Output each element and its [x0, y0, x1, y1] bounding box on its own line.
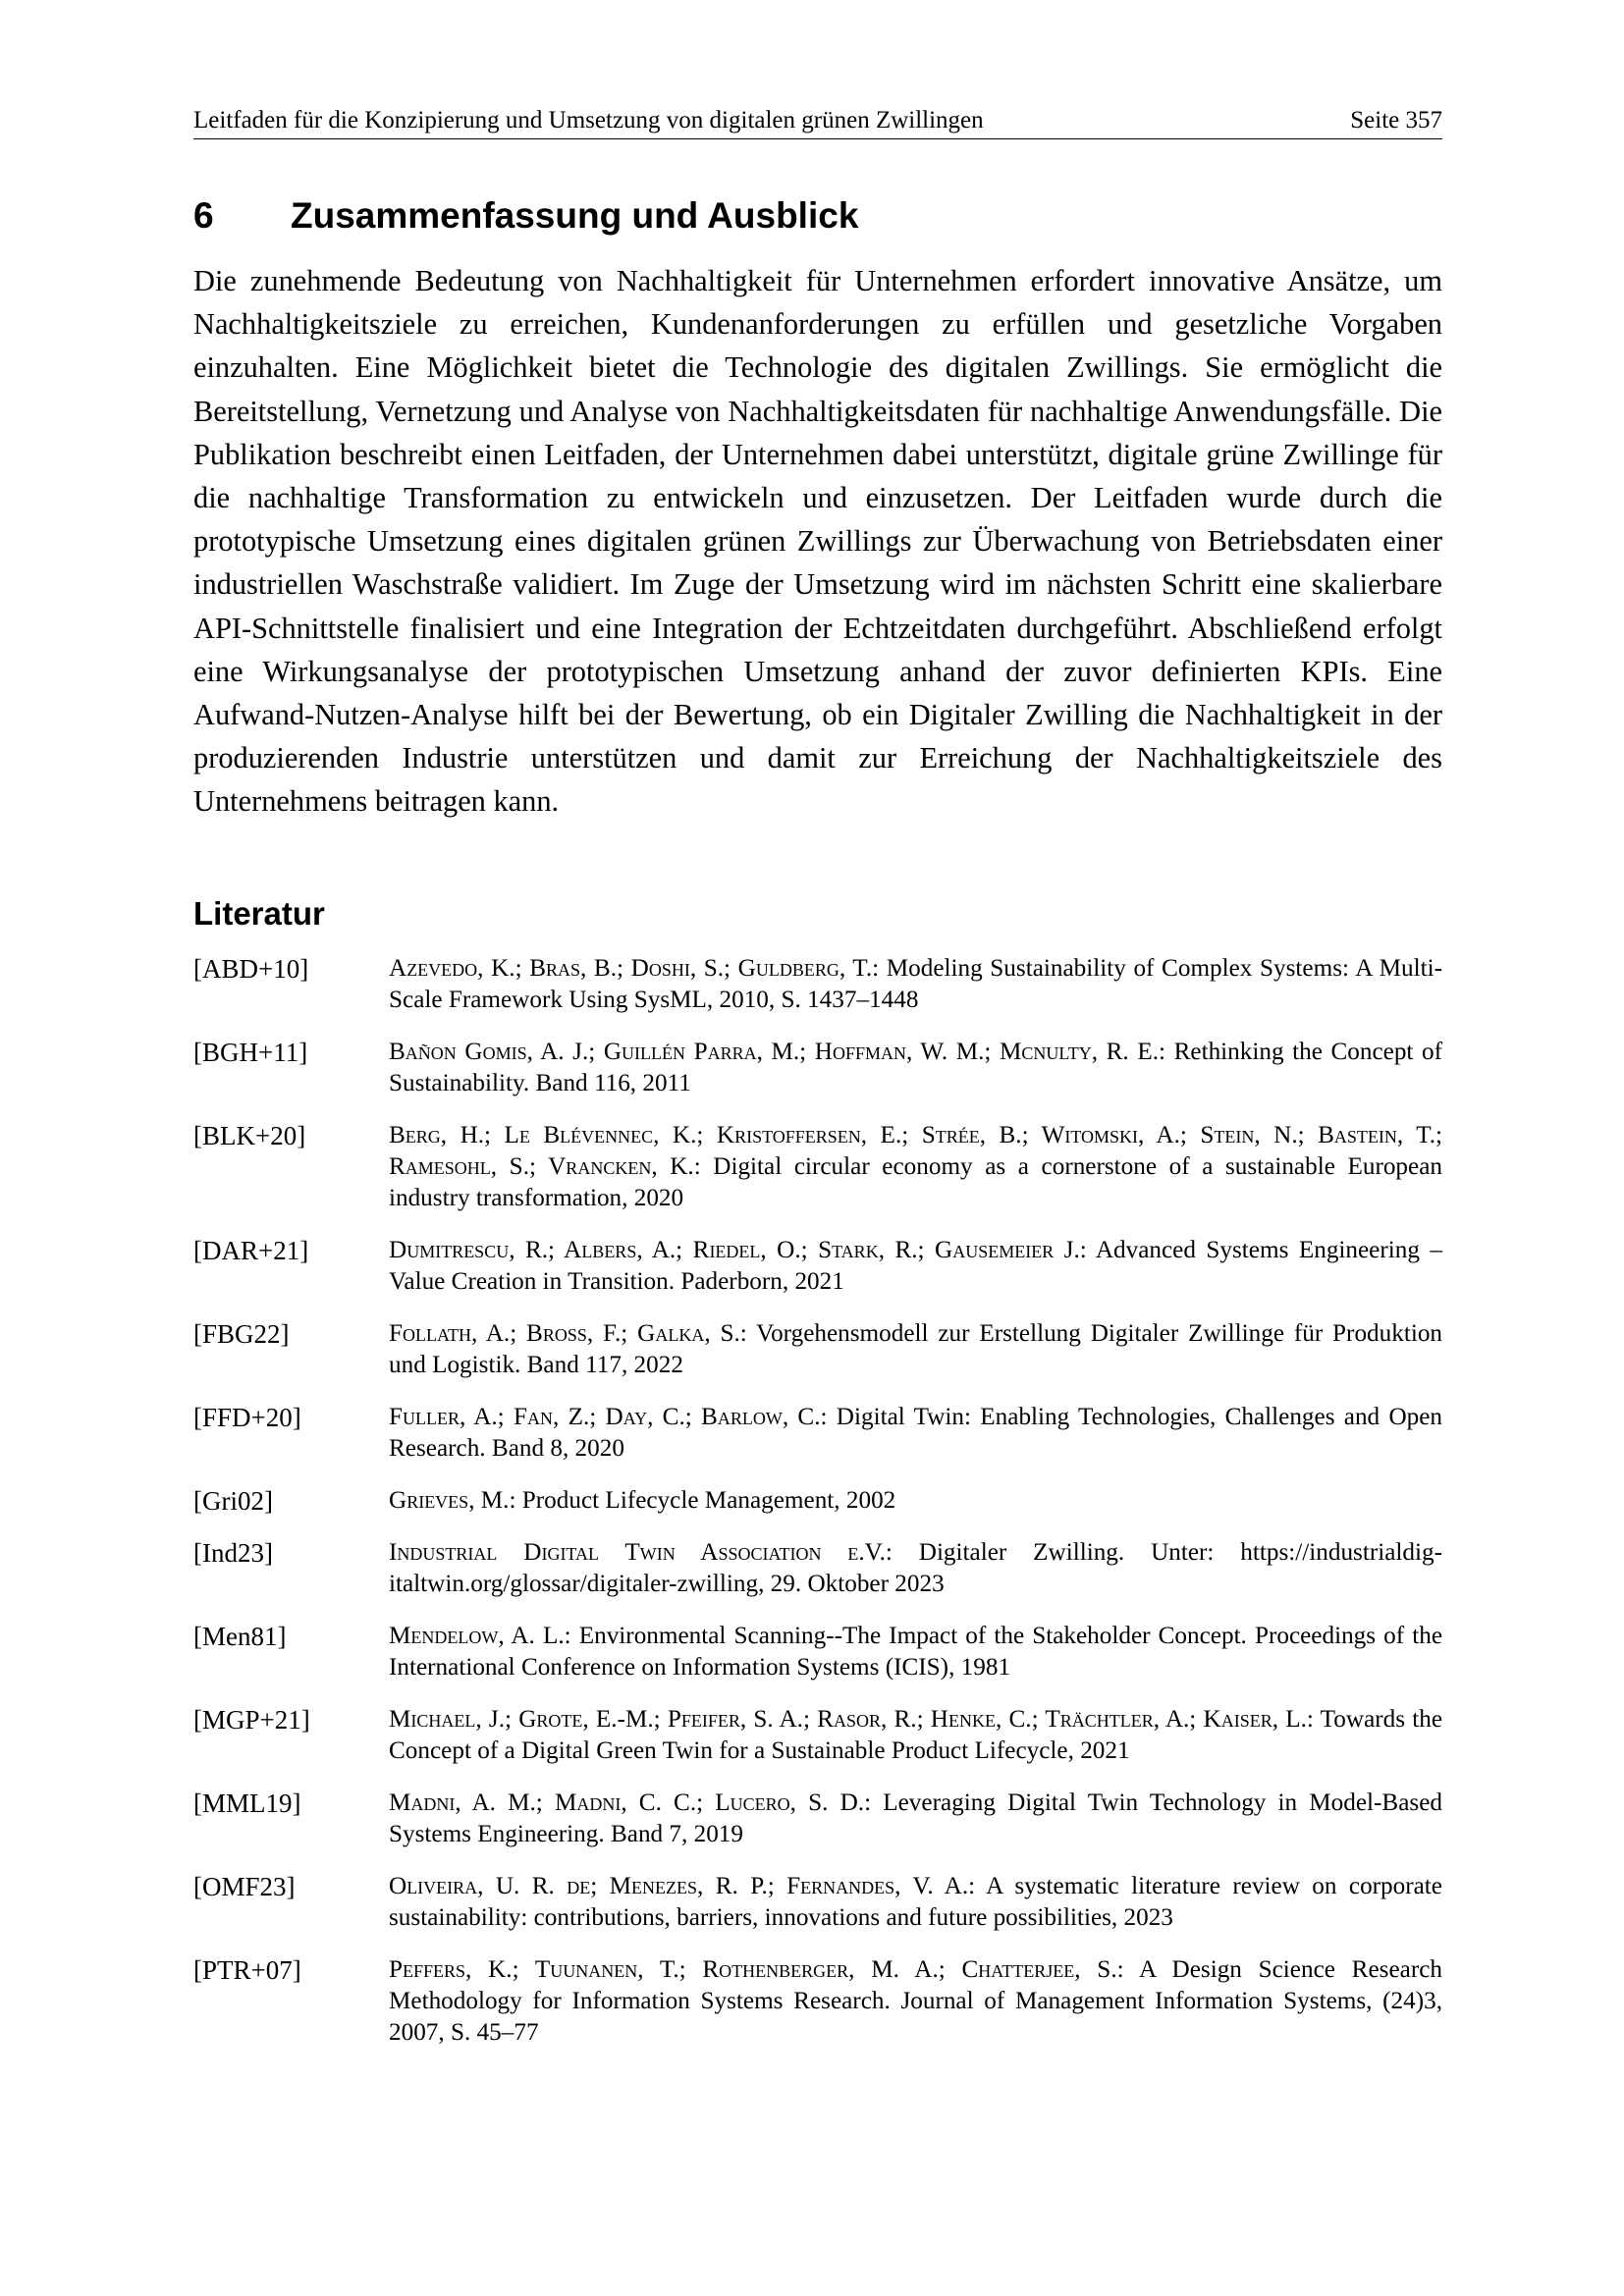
- reference-authors: Industrial Digital Twin Association e.V.: [389, 1538, 886, 1566]
- reference-entry: [193, 1621, 1442, 1683]
- reference-key: [DAR+21]: [193, 1235, 309, 1265]
- reference-key: [BGH+11]: [193, 1037, 308, 1067]
- section-number: 6: [193, 195, 214, 236]
- reference-text: [389, 1704, 1442, 1767]
- reference-key: [MML19]: [193, 1788, 301, 1818]
- reference-text: [389, 1621, 1442, 1683]
- section-title: Zusammenfassung und Ausblick: [291, 195, 859, 236]
- reference-authors: Mendelow, A. L.: [389, 1622, 565, 1649]
- reference-entry: [193, 1318, 1442, 1381]
- reference-key: [MGP+21]: [193, 1704, 310, 1735]
- header-title: Leitfaden für die Konzipierung und Umsetzung von digitalen grünen Zwillingen: [193, 107, 984, 133]
- reference-title: : Towards the Concept of a Digital Green Twin for a Sustainable Product Lifecycle, 2021: [389, 1705, 1443, 1764]
- reference-text: [389, 1037, 1442, 1099]
- reference-authors: Madni, A. M.; Madni, C. C.; Lucero, S. D.: [389, 1789, 865, 1816]
- reference-entry: [193, 1788, 1442, 1850]
- reference-text: [389, 1788, 1442, 1850]
- reference-title: : A Design Science Research Methodology for Information Systems Research. Journal of Management Information Systems, (24)3, 2007, S. 45–77: [389, 1955, 1442, 2046]
- document-page: [193, 106, 1442, 2069]
- reference-authors: Azevedo, K.; Bras, B.; Doshi, S.; Guldberg, T.: [389, 954, 873, 982]
- reference-title: : Vorgehensmodell zur Erstellung Digitaler Zwillinge für Produktion und Logistik. Band 117, 2022: [389, 1319, 1443, 1378]
- reference-title: : Advanced Systems Engineering – Value Creation in Transition. Paderborn, 2021: [389, 1236, 1442, 1295]
- section-heading: [193, 194, 1442, 238]
- reference-title: : Product Lifecycle Management, 2002: [509, 1486, 896, 1514]
- reference-authors: Bañon Gomis, A. J.; Guillén Parra, M.; Hoffman, W. M.; Mcnulty, R. E.: [389, 1038, 1160, 1065]
- reference-authors: Grieves, M.: [389, 1486, 510, 1514]
- reference-text: [389, 1402, 1442, 1465]
- reference-key: [FBG22]: [193, 1318, 290, 1349]
- reference-title: : Digital Twin: Enabling Technologies, Challenges and Open Research. Band 8, 2020: [389, 1403, 1442, 1462]
- literature-heading: Literatur: [193, 894, 325, 932]
- summary-paragraph: Die zunehmende Bedeutung von Nachhaltigkeit für Unternehmen erfordert innovative Ansätze, um Nachhaltigkeitsziele zu erreichen, Kundenanforderungen zu erfüllen und gesetzliche Vorgaben einzuhalten. Eine Möglichkeit bietet die Technologie des digitalen Zwillings. Sie ermöglicht die Bereitstellung, Vernetzung und Analyse von Nachhaltigkeitsdaten für nachhaltige Anwendungsfälle. Die Publikation beschreibt einen Leitfaden, der Unternehmen dabei unterstützt, digitale grüne Zwillinge für die nachhaltige Transformation zu entwickeln und einzusetzen. Der Leitfaden wurde durch die prototypische Umsetzung eines digitalen grünen Zwillings zur Überwachung von Betriebsdaten einer industriellen Waschstraße validiert. Im Zuge der Umsetzung wird im nächsten Schritt eine skalierbare API-Schnittstelle finalisiert und eine Integration der Echtzeitdaten durchgeführt. Abschließend erfolgt eine Wirkungsanalyse der prototypischen Umsetzung anhand der zuvor definierten KPIs. Eine Aufwand-Nutzen-Analyse hilft bei der Bewertung, ob ein Digitaler Zwilling die Nachhaltigkeit in der produzierenden Industrie unterstützen und damit zur Erreichung der Nachhaltigkeitsziele des Unternehmens beitragen kann.: [193, 264, 1442, 819]
- reference-authors: Follath, A.; Bross, F.; Galka, S.: [389, 1319, 740, 1347]
- reference-key: [Men81]: [193, 1621, 287, 1651]
- reference-entry: [193, 1871, 1442, 1934]
- reference-authors: Fuller, A.; Fan, Z.; Day, C.; Barlow, C.: [389, 1403, 821, 1430]
- reference-text: [389, 1954, 1442, 2049]
- reference-key: [FFD+20]: [193, 1402, 301, 1432]
- running-header: [193, 106, 1442, 139]
- reference-text: [389, 1537, 1442, 1600]
- reference-title: : Environmental Scanning--The Impact of the Stakeholder Concept. Proceedings of the International Conference on Information Systems (ICIS), 1981: [389, 1622, 1442, 1681]
- reference-key: [PTR+07]: [193, 1954, 301, 1985]
- reference-title: : Digitaler Zwilling. Unter: https://industrialdigitaltwin.org/glossar/digitaler-zwilling, 29. Oktober 2023: [389, 1538, 1442, 1597]
- reference-title: : A systematic literature review on corporate sustainability: contributions, barriers, innovations and future possibilities, 2023: [389, 1872, 1442, 1931]
- reference-title: : Digital circular economy as a cornerstone of a sustainable European industry transformation, 2020: [389, 1152, 1442, 1211]
- reference-key: [Gri02]: [193, 1485, 273, 1516]
- reference-text: [389, 1235, 1442, 1298]
- reference-text: [389, 1120, 1442, 1214]
- reference-entry: [193, 1037, 1442, 1099]
- reference-key: [BLK+20]: [193, 1120, 306, 1150]
- reference-entry: [193, 1235, 1442, 1298]
- page-number: Seite 357: [1350, 107, 1442, 133]
- reference-entry: [193, 1537, 1442, 1600]
- reference-entry: [193, 953, 1442, 1016]
- reference-entry: [193, 1402, 1442, 1465]
- reference-key: [Ind23]: [193, 1537, 273, 1568]
- reference-authors: Oliveira, U. R. de; Menezes, R. P.; Fernandes, V. A.: [389, 1872, 969, 1899]
- reference-entry: [193, 1120, 1442, 1214]
- reference-key: [OMF23]: [193, 1871, 296, 1901]
- reference-authors: Berg, H.; Le Blévennec, K.; Kristoffersen, E.; Strée, B.; Witomski, A.; Stein, N.; Bastein, T.; Ramesohl, S.; Vrancken, K.: [389, 1121, 1442, 1180]
- reference-text: [389, 953, 1442, 1016]
- reference-authors: Dumitrescu, R.; Albers, A.; Riedel, O.; Stark, R.; Gausemeier J.: [389, 1236, 1080, 1263]
- reference-key: [ABD+10]: [193, 953, 309, 984]
- reference-title: : Rethinking the Concept of Sustainability. Band 116, 2011: [389, 1038, 1442, 1096]
- reference-text: [389, 1318, 1442, 1381]
- reference-text: [389, 1485, 1442, 1517]
- reference-list: [193, 953, 1442, 2049]
- reference-title: : Modeling Sustainability of Complex Systems: A Multi-Scale Framework Using SysML, 2010, S. 1437–1448: [389, 954, 1443, 1013]
- reference-entry: [193, 1704, 1442, 1767]
- reference-entry: [193, 1485, 1442, 1517]
- reference-authors: Peffers, K.; Tuunanen, T.; Rothenberger, M. A.; Chatterjee, S.: [389, 1955, 1117, 1983]
- reference-text: [389, 1871, 1442, 1934]
- reference-title: : Leveraging Digital Twin Technology in Model-Based Systems Engineering. Band 7, 2019: [389, 1789, 1442, 1847]
- reference-entry: [193, 1954, 1442, 2049]
- reference-authors: Michael, J.; Grote, E.-M.; Pfeifer, S. A.; Rasor, R.; Henke, C.; Trächtler, A.; Kaiser, L.: [389, 1705, 1307, 1733]
